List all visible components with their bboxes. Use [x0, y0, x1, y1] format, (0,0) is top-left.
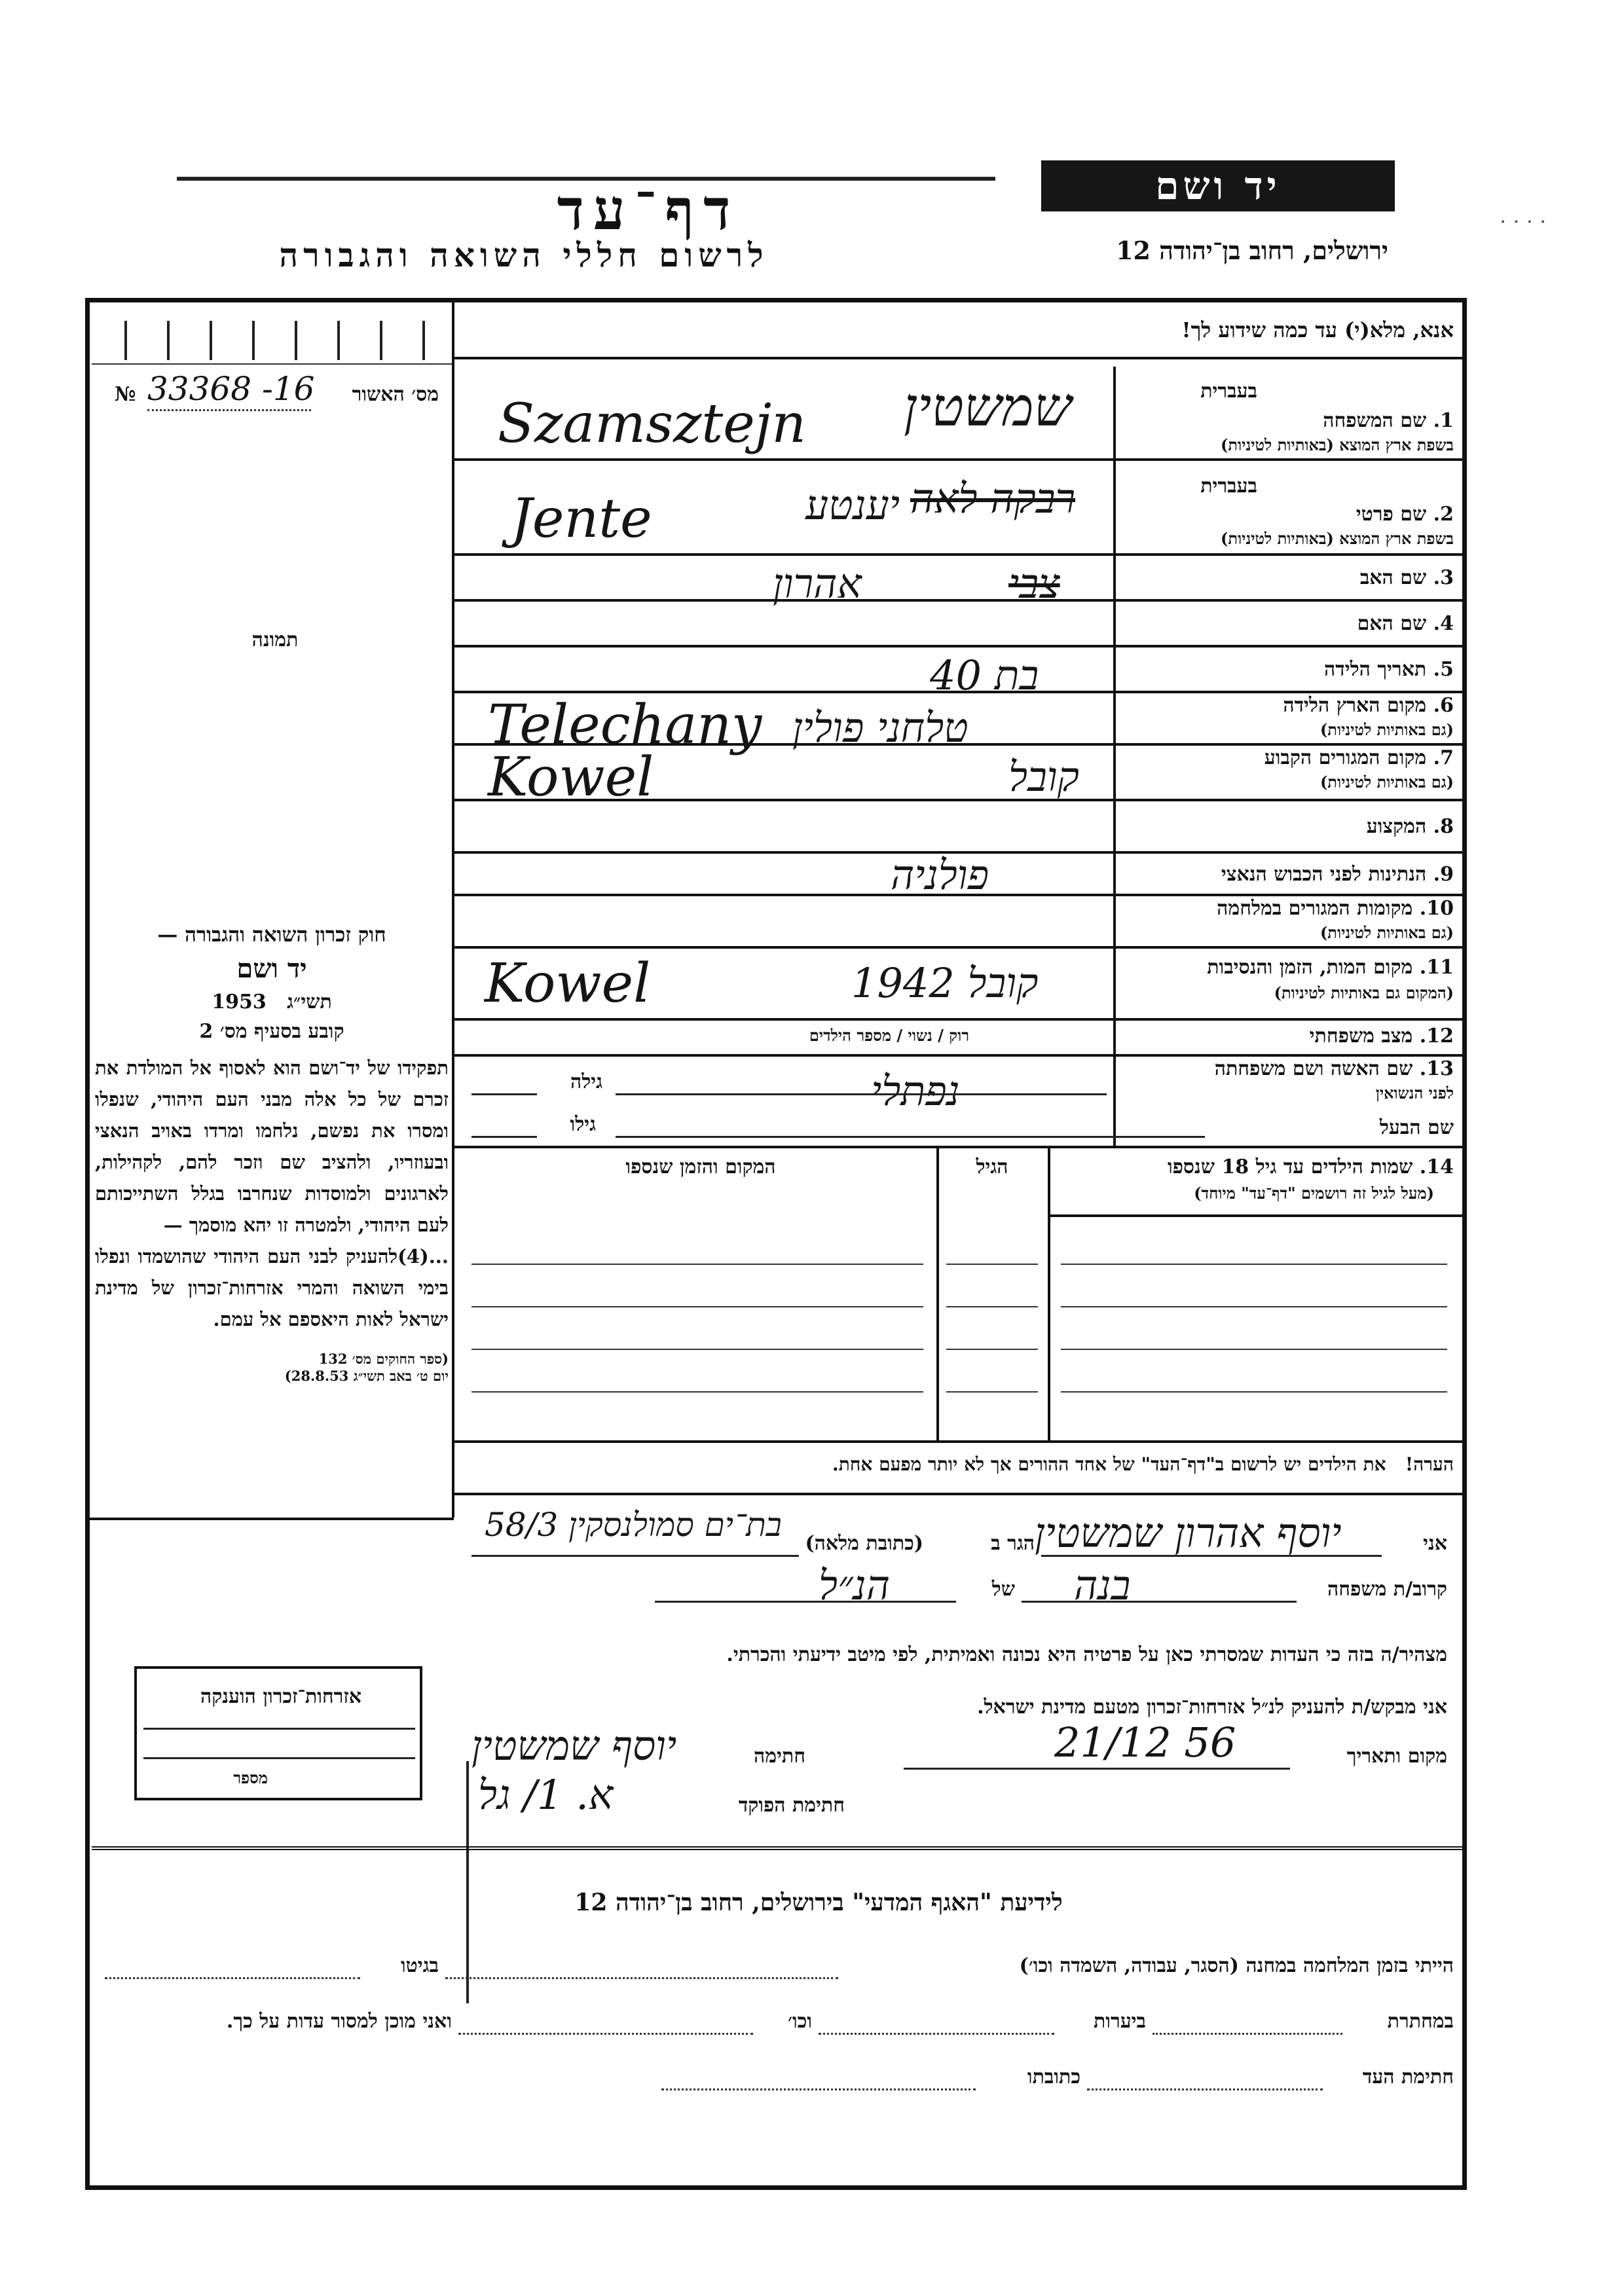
form-title: דף־עד: [557, 177, 740, 243]
field-3-struck-value: צבי: [1008, 560, 1060, 608]
row-rule-3: [452, 599, 1464, 602]
footer-notice: לידיעת "האגף המדעי" בירושלים, רחוב בן־יהודה 12: [574, 1889, 1063, 1916]
field-10-label: 10. מקומות המגורים במלחמה: [1217, 897, 1454, 920]
request-text: אני מבקש/ת להעניק לנ״ל אזרחות־זכרון מטעם מדינת ישראל.: [977, 1696, 1447, 1719]
children-divider-left: [936, 1146, 939, 1440]
place-date-line: [904, 1768, 1290, 1770]
declarant-name-value: יוסף אהרון שמשטין: [1035, 1509, 1342, 1557]
photo-label: תמונה: [251, 629, 299, 651]
yad-vashem-logo: [1041, 160, 1395, 211]
children-line-3c: [1061, 1349, 1447, 1350]
label-column-divider: [1113, 367, 1116, 1146]
form-subtitle: לרשום חללי השואה והגבורה: [279, 236, 769, 274]
header-address: ירושלים, רחוב בן־יהודה 12: [1116, 236, 1388, 265]
children-line-4b: [946, 1391, 1038, 1393]
row-rule-2: [452, 553, 1464, 556]
field-5-label: 5. תאריך הלידה: [1324, 658, 1454, 681]
field-3-label: 3. שם האב: [1359, 566, 1454, 589]
field-2-struck-value: רבקה לאה: [910, 475, 1076, 522]
field-7-hebrew-value: קובל: [1008, 753, 1079, 801]
husband-age-line: [471, 1136, 537, 1138]
note-rule: [452, 1493, 1464, 1495]
children-line-2b: [946, 1306, 1038, 1307]
field-11-hebrew-value: קובל 1942: [851, 959, 1039, 1007]
registration-rule: [92, 363, 452, 365]
field-13-value-line: [616, 1093, 1107, 1095]
field-2-sub: בשפת ארץ המוצא (באותיות לטיניות): [1221, 529, 1454, 548]
field-7-latin-value: Kowel: [488, 746, 654, 809]
row-rule-4: [452, 645, 1464, 647]
citizenship-box-line-1: [143, 1728, 415, 1730]
footer-line1-end: [105, 1977, 360, 1979]
field-11-latin-value: Kowel: [485, 953, 651, 1015]
field-8-label: 8. המקצוע: [1366, 815, 1454, 838]
footer-line3-a: חתימת העד: [1362, 2066, 1454, 2088]
citizenship-box: [134, 1666, 422, 1800]
husband-value-line: [616, 1136, 1205, 1138]
children-line-1b: [946, 1264, 1038, 1265]
children-line-4a: [471, 1391, 923, 1393]
children-line-1a: [471, 1264, 923, 1265]
field-13-age-line: [471, 1093, 537, 1095]
row-rule-11: [452, 1018, 1464, 1021]
field-6-label: 6. מקום הארץ הלידה: [1283, 694, 1454, 717]
declarant-address-value: בת־ים סמולנסקין 58/3: [485, 1506, 782, 1544]
footer-rule: [92, 1846, 1464, 1850]
field-9-label: 9. הנתינות לפני הכבוש הנאצי: [1221, 863, 1454, 886]
children-header-rule: [1048, 1214, 1464, 1217]
law-ref-2: יום ט׳ באב תשי״ג 28.8.53): [284, 1368, 449, 1384]
law-heading: חוק זכרון השואה והגבורה —: [157, 923, 386, 947]
corner-dots: . . . .: [1500, 203, 1547, 228]
field-2-label: 2. שם פרטי: [1356, 503, 1454, 526]
relation-value: בנה: [1074, 1561, 1131, 1609]
field-7-label: 7. מקום המגורים הקבוע: [1264, 746, 1454, 769]
husband-age-label: גילו: [570, 1113, 596, 1136]
row-rule-10: [452, 946, 1464, 949]
of-value: הנ״ל: [819, 1561, 891, 1609]
law-bottom-rule: [88, 1518, 454, 1520]
footer-line2-fill-a: [1153, 2033, 1342, 2035]
husband-label: שם הבעל: [1379, 1116, 1454, 1139]
footer-line1-a: הייתי בזמן המלחמה במחנה (הסגר, עבודה, השמדה וכו׳): [1019, 1954, 1454, 1977]
declarant-address-line: [471, 1555, 799, 1557]
registration-underline: [147, 409, 311, 411]
children-line-4c: [1061, 1391, 1447, 1393]
children-col-place: המקום והזמן שנספו: [625, 1156, 776, 1178]
officer-signature-stroke: [466, 1761, 469, 2003]
field-12-label: 12. מצב משפחתי: [1309, 1025, 1454, 1048]
footer-line2-c: וכו׳: [788, 2010, 812, 2033]
field-6-sub: (גם באותיות לטיניות): [1320, 720, 1454, 739]
field-9-hebrew-value: פולניה: [891, 851, 989, 899]
field-4-label: 4. שם האם: [1357, 612, 1454, 635]
citizenship-box-title: אזרחות־זכרון הוענקה: [200, 1685, 362, 1708]
children-line-3a: [471, 1349, 923, 1350]
row-rule-1: [452, 458, 1464, 461]
of-label: של: [991, 1578, 1015, 1601]
field-13-sub: לפני הנשואין: [1375, 1084, 1454, 1102]
intro-rule: [452, 357, 1464, 359]
children-line-1c: [1061, 1264, 1447, 1265]
footer-line2-fill-c: [458, 2033, 753, 2035]
footer-line1-fill: [445, 1977, 838, 1979]
children-label: 14. שמות הילדים עד גיל 18 שנספו: [1167, 1156, 1454, 1178]
footer-line2-b: ביערות: [1093, 2010, 1146, 2033]
footer-line3-fill-b: [661, 2088, 976, 2090]
field-13-age-label: גילה: [570, 1070, 602, 1093]
field-3-hebrew-value: אהרון: [773, 560, 862, 608]
law-name: יד ושם: [236, 953, 307, 984]
declarant-lives-label: הגר ב: [991, 1532, 1035, 1555]
field-1-latin-value: Szamsztejn: [498, 393, 807, 455]
place-date-label: מקום ותאריך: [1346, 1745, 1447, 1768]
signature-label: חתימה: [754, 1745, 805, 1768]
relation-label: קרוב/ת משפחה: [1327, 1578, 1447, 1601]
signature-value: יוסף שמשטין: [471, 1722, 677, 1770]
children-line-2c: [1061, 1306, 1447, 1307]
field-1-sub: בשפת ארץ המוצא (באותיות לטיניות): [1221, 435, 1454, 454]
footer-line3-fill-a: [1087, 2088, 1323, 2090]
field-7-sub: (גם באותיות לטיניות): [1320, 773, 1454, 792]
children-col-age: הגיל: [976, 1156, 1008, 1178]
footer-line2-fill-b: [819, 2033, 1054, 2035]
children-sub: (מעל לגיל זה רושמים "דף־עד" מיוחד): [1194, 1184, 1434, 1203]
law-year: תשי״ג 1953: [212, 991, 332, 1013]
law-text: תפקידו של יד־ושם הוא לאסוף אל המולדת את זכרם של כל אלה מבני העם היהודי, שנפלו ומסרו את נפשם, נלחמו ומרדו באויב הנאצי ובעוזריו, ולהציב שם וזכר להם, לקהילות, לארגונים ולמוסדות שנחרבו בגלל השתייכותם לעם היהודי, ולמטרה זו יהא מוסמך —: [95, 1057, 449, 1236]
field-6-latin-value: Telechany: [488, 694, 762, 756]
field-11-label: 11. מקום המות, הזמן והנסיבות: [1207, 956, 1454, 979]
field-11-sub: (המקום גם באותיות לטיניות): [1274, 983, 1454, 1002]
officer-label: חתימת הפוקד: [738, 1794, 845, 1817]
footer-line2-a: במחתרת: [1387, 2010, 1454, 2033]
declarant-address-label: (כתובת מלאה): [805, 1532, 923, 1555]
law-clause: ...(4)להעניק לבני העם היהודי שהושמדו ונפלו בימי השואה והמרי אזרחות־זכרון של מדינת ישראל לאות היאספם אל עמם.: [95, 1245, 449, 1330]
field-1-label: 1. שם המשפחה: [1323, 409, 1454, 432]
date-value: 21/12 56: [1054, 1719, 1236, 1766]
footer-line3-b: כתובתו: [1027, 2066, 1080, 2088]
footer-line1-b: בגיטו: [400, 1954, 439, 1977]
field-2-tag: בעברית: [1200, 475, 1257, 498]
declaration-text: מצהיר/ה בזה כי העדות שמסרתי כאן על פרטיה היא נכונה ואמיתית, לפי מיטב ידיעתי והכרתי.: [726, 1643, 1447, 1666]
row-rule-13: [452, 1146, 1464, 1148]
registration-label: מס׳ האשור: [352, 383, 439, 406]
law-section: קובע בסעיף מס׳ 2: [199, 1020, 344, 1043]
row-rule-12: [452, 1054, 1464, 1057]
field-1-tag: בעברית: [1200, 380, 1257, 403]
children-line-2a: [471, 1306, 923, 1307]
registration-number: 33368 -16: [147, 370, 315, 408]
field-13-hebrew-value: נפתלי: [871, 1067, 960, 1115]
field-13-label: 13. שם האשה ושם משפחתה: [1214, 1057, 1454, 1080]
field-10-sub: (גם באותיות לטיניות): [1320, 923, 1454, 942]
officer-signature-value: א. 1/ גל: [478, 1771, 614, 1819]
note-line: הערה! את הילדים יש לרשום ב"דף־העד" של אחד ההורים אך לא יותר מפעם אחת.: [832, 1453, 1454, 1475]
relation-line: [1022, 1601, 1297, 1603]
footer-line2-d: ואני מוכן למסור עדות על כך.: [226, 2010, 452, 2033]
left-column-divider: [452, 300, 454, 1518]
law-block: [95, 923, 449, 1385]
field-12-options: רוק / נשוי / מספר הילדים: [809, 1026, 969, 1045]
citizenship-box-number-label: מספר: [233, 1768, 268, 1787]
field-5-hebrew-value: בת 40: [930, 651, 1039, 699]
logo-text: יד ושם: [1155, 164, 1281, 208]
citizenship-box-line-2: [143, 1757, 415, 1759]
children-line-3b: [946, 1349, 1038, 1350]
declarant-i-label: אני: [1423, 1532, 1447, 1555]
intro-text: אנא, מלא(י) עד כמה שידוע לך!: [1181, 318, 1454, 342]
law-ref-1: (ספר החוקים מס׳ 132: [318, 1351, 449, 1367]
registration-suffix: №: [115, 383, 136, 406]
field-1-hebrew-value: שמשטין: [904, 376, 1072, 439]
of-line: [655, 1601, 956, 1603]
field-2-hebrew-value: יענטע: [805, 481, 900, 529]
registration-ticks: [111, 321, 439, 360]
children-divider-right: [1048, 1146, 1050, 1440]
field-2-latin-value: Jente: [511, 488, 652, 550]
field-6-hebrew-value: טלחני פולין: [792, 704, 969, 752]
children-bottom-rule: [452, 1440, 1464, 1443]
